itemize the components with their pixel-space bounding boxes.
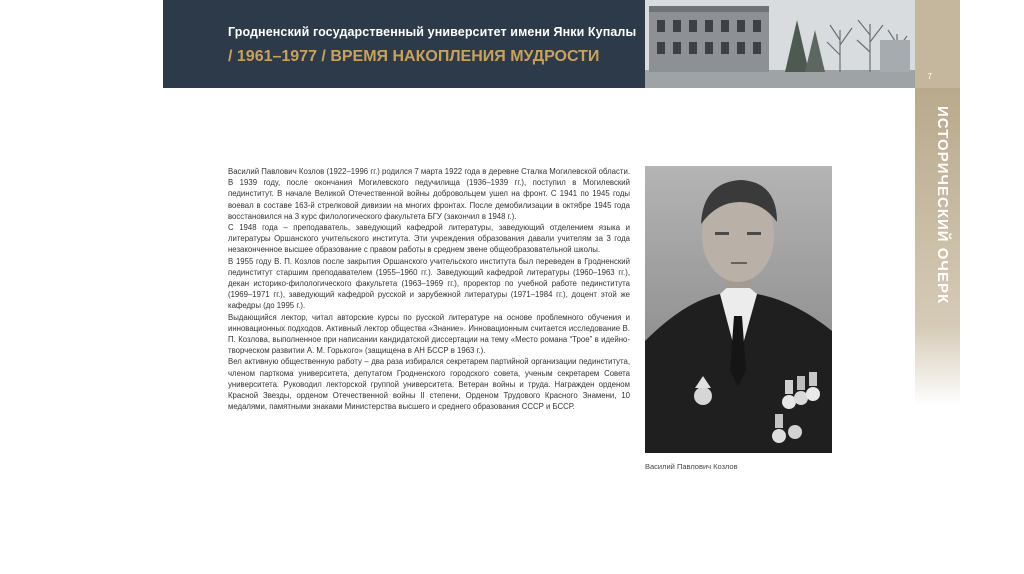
portrait-illustration: [645, 166, 832, 453]
paragraph: Выдающийся лектор, читал авторские курсы по русской литературе на основе проблемного обучения и инновационных подходов. Активный лектор общества «Знание». Инновационным считается исследование В. П. Козлова, выполненное при написании кандидатской диссертации на тему «Место романа “Трое” в идейно-творческом развитии А. М. Горького» (защищена в АН БССР в 1963 г.).: [228, 312, 630, 356]
paragraph: В 1955 году В. П. Козлов после закрытия Оршанского учительского института был переведен в Гродненский пединститут старшим преподавателем (1955–1960 гг.). Заведующий кафедрой литературы (1960–1963 гг.), декан историко-филологического факультета (1963–1969 гг.), проректор по учебной работе пединститута (1969–1971 гг.), заведующий кафедрой русской и зарубежной литературы (1971–1984 гг.), доцент этой же кафедры (до 1995 г.).: [228, 256, 630, 311]
portrait-photo: [645, 166, 832, 453]
period-years: / 1961–1977 /: [228, 48, 326, 65]
paragraph: Вел активную общественную работу – два раза избирался секретарем партийной организации пединститута, членом парткома университета, депутатом Гродненского городского совета, ученым секретарем Совета университета. Руководил лекторской группой университета. Ветеран войны и труда. Награжден орденом Красной Звезды, орденом Отечественной войны II степени, Орденом Трудового Красного Знамени, 10 медалями, памятными знаками Министерства высшего и среднего образования СССР и БССР.: [228, 357, 630, 412]
paragraph: Василий Павлович Козлов (1922–1996 гг.) родился 7 марта 1922 года в деревне Сталка Могилевской области. В 1939 году, после окончания Могилевского педучилища (1936–1939 гг.), поступил в Могилевский пединститут. В начале Великой Отечественной войны добровольцем ушел на фронт. С 1941 по 1945 годы воевал в составе 163-й стрелковой дивизии на многих фронтах. После демобилизации в октябре 1945 года восстановился на 3 курс филологического факультета БГУ (закончил в 1948 г.).: [228, 167, 630, 221]
era-title: ВРЕМЯ НАКОПЛЕНИЯ МУДРОСТИ: [330, 48, 600, 65]
period-title: [228, 48, 599, 66]
page-number: 7: [927, 72, 932, 81]
campus-photo: [645, 0, 915, 88]
campus-building-illustration: [645, 0, 915, 88]
section-tab-label: ИСТОРИЧЕСКИЙ ОЧЕРК: [934, 106, 951, 305]
biography-text: [228, 166, 630, 412]
university-name: Гродненский государственный университет имени Янки Купалы: [228, 25, 637, 39]
page-number-block: [915, 0, 960, 88]
portrait-caption: Василий Павлович Козлов: [645, 462, 738, 471]
paragraph: С 1948 года – преподаватель, заведующий кафедрой литературы, заведующий отделением языка и литературы Оршанского учительского института. Эти учреждения образования давали учителям за 3 года незаконченное высшее образование с правом работы в среднем звене общеобразовательной школы.: [228, 223, 630, 255]
section-tab: [915, 88, 960, 406]
